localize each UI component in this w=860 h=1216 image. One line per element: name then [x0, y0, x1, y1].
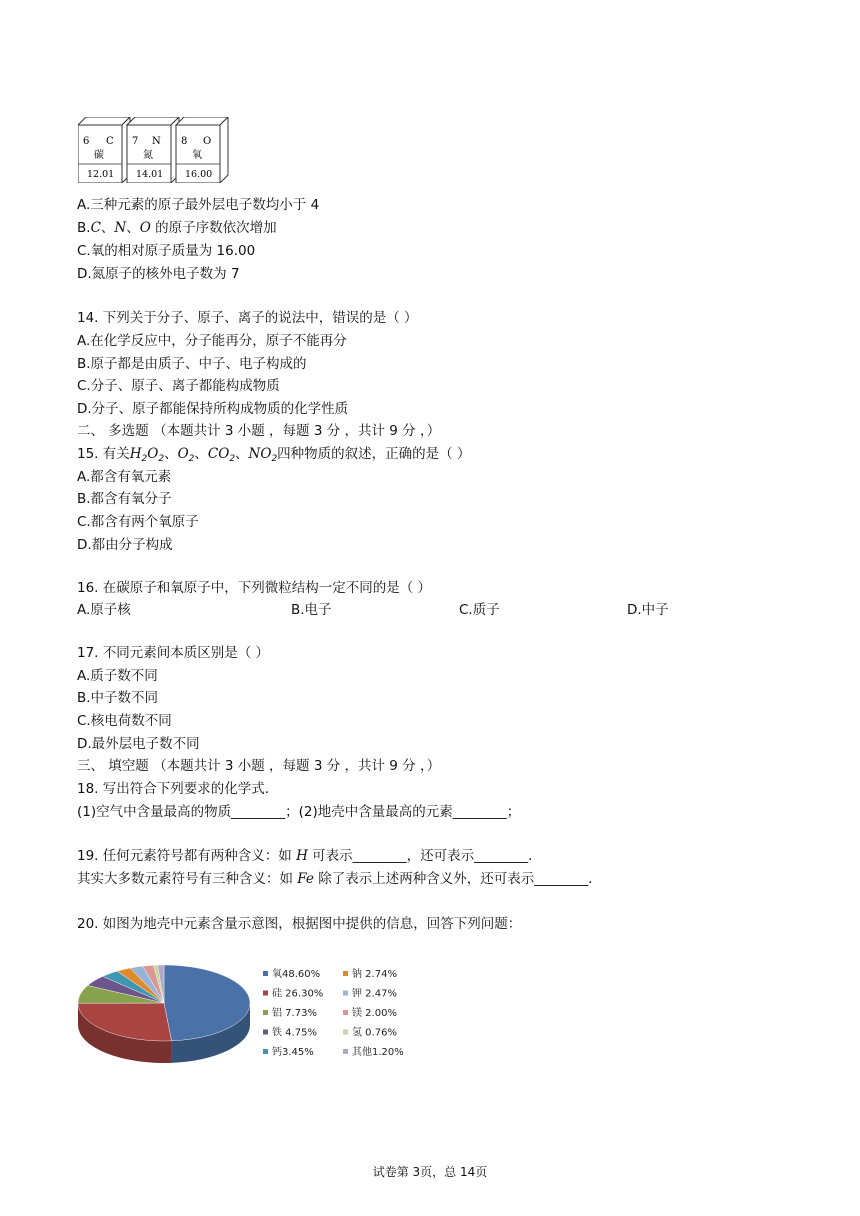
legend-label: 其他1.20%	[352, 1047, 404, 1058]
element-card-oxygen	[176, 117, 228, 183]
element-cards-figure	[78, 117, 238, 183]
formula-subscript: 2	[229, 454, 236, 464]
q14-option-c: C.分子、原子、离子都能构成物质	[77, 378, 280, 394]
formula-part: O	[177, 446, 189, 462]
card-name: 氮	[143, 150, 153, 161]
legend-swatch	[263, 991, 268, 996]
q14-stem: 14. 下列关于分子、原子、离子的说法中，错误的是（ ）	[77, 310, 418, 326]
q13-option-d: D.氮原子的核外电子数为 7	[77, 266, 240, 282]
legend-label: 钾 2.47%	[352, 988, 397, 1000]
formula-subscript: 2	[158, 454, 165, 464]
q16-option-c: C.质子	[459, 602, 500, 618]
q15-option-b: B.都含有氧分子	[77, 491, 172, 507]
q13-option-c: C.氧的相对原子质量为 16.00	[77, 243, 256, 259]
formula-part: NO	[248, 446, 272, 462]
card-number: 7	[132, 136, 139, 147]
q15-prefix: 15. 有关	[77, 446, 130, 462]
separator: 、	[100, 220, 115, 236]
legend-label: 钠 2.74%	[352, 969, 397, 980]
symbol-n: N	[114, 220, 127, 236]
card-symbol: O	[203, 136, 212, 147]
legend-swatch	[343, 991, 348, 996]
q17-option-d: D.最外层电子数不同	[77, 736, 200, 752]
separator: 、	[194, 446, 208, 462]
legend-swatch	[343, 1010, 348, 1015]
symbol-h: H	[296, 848, 308, 864]
q19-line-2	[77, 869, 602, 889]
legend-swatch	[343, 1049, 348, 1054]
q15-option-d: D.都由分子构成	[77, 537, 173, 553]
symbol-c: C	[90, 220, 101, 236]
q19-text: 其实大多数元素符号有三种含义：如	[77, 871, 298, 887]
option-prefix: B.	[77, 220, 91, 236]
q15-stem	[77, 444, 470, 469]
formula-subscript: 2	[271, 454, 278, 464]
legend-label: 铁 4.75%	[272, 1027, 317, 1039]
legend-label: 氢 0.76%	[352, 1027, 397, 1039]
q17-option-b: B.中子数不同	[77, 690, 159, 706]
legend-swatch	[263, 971, 268, 976]
q20-stem: 20. 如图为地壳中元素含量示意图，根据图中提供的信息，回答下列问题：	[77, 916, 522, 932]
card-number: 8	[181, 136, 188, 147]
legend-swatch	[263, 1049, 268, 1054]
formula-subscript: 2	[141, 454, 148, 464]
q13-option-b	[77, 218, 277, 238]
legend-label: 氧48.60%	[272, 969, 321, 980]
legend-swatch	[343, 971, 348, 976]
legend-label: 镁 2.00%	[352, 1008, 397, 1019]
q19-text: 除了表示上述两种含义外，还可表示________．	[313, 871, 602, 887]
q19-line-1	[77, 846, 542, 866]
q15-option-c: C.都含有两个氧原子	[77, 514, 199, 530]
q18-blanks: (1)空气中含量最高的物质________；(2)地壳中含量最高的元素________；	[77, 804, 521, 820]
symbol-fe: Fe	[297, 871, 314, 887]
formula-subscript: 2	[188, 454, 195, 464]
q15-suffix: 四种物质的叙述，正确的是（ ）	[277, 446, 471, 462]
q19-text: 19. 任何元素符号都有两种含义：如	[77, 848, 297, 864]
legend-label: 硅 26.30%	[272, 988, 324, 1000]
q17-stem: 17. 不同元素间本质区别是（ ）	[77, 645, 270, 661]
option-text: 的原子序数依次增加	[150, 220, 277, 236]
q16-stem: 16. 在碳原子和氧原子中，下列微粒结构一定不同的是（ ）	[77, 580, 432, 596]
card-symbol: C	[106, 136, 114, 147]
element-card-carbon	[78, 117, 130, 183]
legend-label: 铝 7.73%	[272, 1008, 317, 1019]
crust-element-pie-chart	[70, 958, 420, 1070]
separator: 、	[126, 220, 140, 236]
q18-stem: 18. 写出符合下列要求的化学式．	[77, 781, 279, 797]
card-mass: 16.00	[185, 169, 213, 180]
card-name: 碳	[94, 150, 104, 161]
card-number: 6	[83, 136, 90, 147]
page-footer: 试卷第 3页，总 14页	[372, 1165, 488, 1179]
pie-legend	[263, 967, 404, 1058]
q14-option-b: B.原子都是由质子、中子、电子构成的	[77, 356, 307, 372]
legend-swatch	[263, 1010, 268, 1015]
q16-option-b: B.电子	[291, 602, 332, 618]
card-symbol: N	[152, 136, 161, 147]
symbol-o: O	[139, 220, 151, 236]
separator: 、	[235, 446, 249, 462]
element-card-nitrogen	[127, 117, 179, 183]
q17-option-a: A.质子数不同	[77, 668, 158, 684]
section-2-heading: 二、 多选题 （本题共计 3 小题 ，每题 3 分 ，共计 9 分 ，）	[77, 423, 441, 439]
legend-swatch	[343, 1030, 348, 1035]
formula-part: O	[147, 446, 159, 462]
formula-part: CO	[207, 446, 230, 462]
card-name: 氧	[192, 150, 202, 161]
legend-label: 钙3.45%	[272, 1047, 314, 1058]
q16-option-a: A.原子核	[77, 602, 131, 618]
q14-option-a: A.在化学反应中，分子能再分，原子不能再分	[77, 333, 347, 349]
q16-option-d: D.中子	[627, 602, 669, 618]
pie-slices	[78, 965, 250, 1063]
q19-text: 可表示________，还可表示________．	[307, 848, 542, 864]
card-mass: 12.01	[87, 169, 115, 180]
q14-option-d: D.分子、原子都能保持所构成物质的化学性质	[77, 401, 349, 417]
q17-option-c: C.核电荷数不同	[77, 713, 172, 729]
q15-option-a: A.都含有氧元素	[77, 469, 172, 485]
q13-option-a: A.三种元素的原子最外层电子数均小于 4	[77, 197, 320, 213]
legend-swatch	[263, 1030, 268, 1035]
card-mass: 14.01	[136, 169, 164, 180]
section-3-heading: 三、 填空题 （本题共计 3 小题 ，每题 3 分 ，共计 9 分 ，）	[77, 758, 441, 774]
formula-part: H	[129, 446, 142, 462]
separator: 、	[164, 446, 178, 462]
